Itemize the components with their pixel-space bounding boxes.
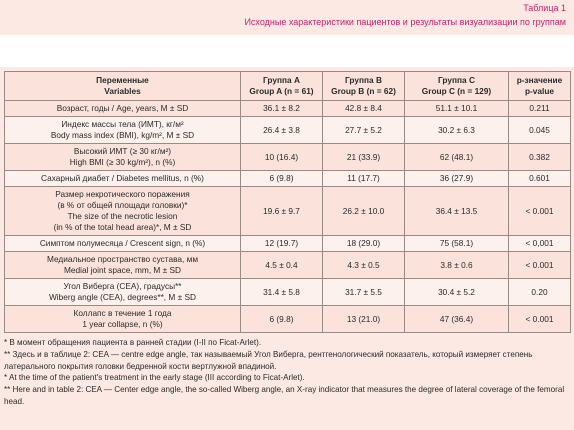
footnote: * At the time of the patient's treatment in the early stage (III according to Ficat-Arlet). [4,373,305,383]
value-group-b: 42.8 ± 8.4 [323,101,405,117]
row-label: Индекс массы тела (ИМТ), кг/м² Body mass index (BMI), kg/m², M ± SD [5,117,241,144]
row-label: Коллапс в течение 1 года 1 year collapse, n (%) [5,306,241,333]
caption-band [0,0,574,35]
table-row [5,252,571,279]
value-group-b: 13 (21.0) [323,306,405,333]
table-row [5,144,571,171]
value-group-a: 26.4 ± 3.8 [241,117,323,144]
footnote: ** Here and in table 2: CEA — Center edge angle, the so-called Wiberg angle, an X-ray indicator that measures the degree of lateral coverage of the femoral head. [4,385,565,406]
value-group-b: 21 (33.9) [323,144,405,171]
value-p: < 0.001 [509,252,571,279]
value-group-b: 11 (17.7) [323,171,405,187]
value-p: < 0.001 [509,187,571,236]
value-group-b: 4.3 ± 0.5 [323,252,405,279]
data-table [4,71,571,333]
header-variables: Переменные Variables [5,72,241,101]
value-group-c: 36 (27.9) [405,171,509,187]
value-group-c: 75 (58.1) [405,236,509,252]
row-label: Сахарный диабет / Diabetes mellitus, n (%) [5,171,241,187]
value-p: < 0.001 [509,306,571,333]
row-label: Угол Виберга (CEA), градусы** Wiberg angle (CEA), degrees**, M ± SD [5,279,241,306]
value-p: < 0,001 [509,236,571,252]
table-row [5,171,571,187]
data-table-container [4,71,570,333]
header-row [5,72,571,101]
value-p: 0.045 [509,117,571,144]
footnote: * В момент обращения пациента в ранней стадии (I-II по Ficat-Arlet). [4,338,262,347]
table-row [5,101,571,117]
value-group-c: 51.1 ± 10.1 [405,101,509,117]
header-p-value: р-значение p-value [509,72,571,101]
table-row [5,236,571,252]
value-group-c: 30.2 ± 6.3 [405,117,509,144]
value-p: 0.211 [509,101,571,117]
value-p: 0.382 [509,144,571,171]
value-group-a: 36.1 ± 8.2 [241,101,323,117]
value-group-b: 31.7 ± 5.5 [323,279,405,306]
footnotes [4,337,570,408]
row-label: Возраст, годы / Age, years, M ± SD [5,101,241,117]
value-group-c: 30.4 ± 5.2 [405,279,509,306]
value-group-c: 3.8 ± 0.6 [405,252,509,279]
row-label: Высокий ИМТ (≥ 30 кг/м²) High BMI (≥ 30 kg/m²), n (%) [5,144,241,171]
value-group-a: 4.5 ± 0.4 [241,252,323,279]
value-p: 0.601 [509,171,571,187]
value-group-a: 6 (9.8) [241,171,323,187]
value-group-c: 36.4 ± 13.5 [405,187,509,236]
table-row [5,279,571,306]
value-group-a: 10 (16.4) [241,144,323,171]
value-group-b: 26.2 ± 10.0 [323,187,405,236]
row-label: Симптом полумесяца / Crescent sign, n (%) [5,236,241,252]
value-p: 0.20 [509,279,571,306]
value-group-a: 31.4 ± 5.8 [241,279,323,306]
blank-band [0,35,574,67]
value-group-b: 18 (29.0) [323,236,405,252]
value-group-a: 19.6 ± 9.7 [241,187,323,236]
footnote: ** Здесь и в таблице 2: CEA — centre edge angle, так называемый Угол Виберга, рентгенологический показатель, который измеряет степень латерального покрытия головки бедренной кости вертлужной впадиной. [4,349,533,371]
table-row [5,306,571,333]
value-group-c: 47 (36.4) [405,306,509,333]
value-group-b: 27.7 ± 5.2 [323,117,405,144]
value-group-a: 6 (9.8) [241,306,323,333]
value-group-a: 12 (19.7) [241,236,323,252]
table-row [5,187,571,236]
header-group-b: Группа B Group B (n = 62) [323,72,405,101]
table-number: Таблица 1 [523,3,566,13]
table-row [5,117,571,144]
row-label: Размер некротического поражения (в % от общей площади головки)* The size of the necrotic lesion (in % of the total head area)*, M ± SD [5,187,241,236]
table-caption: Исходные характеристики пациентов и результаты визуализации по группам [244,17,566,27]
row-label: Медиальное пространство сустава, мм Medial joint space, mm, M ± SD [5,252,241,279]
header-group-a: Группа A Group A (n = 61) [241,72,323,101]
header-group-c: Группа C Group C (n = 129) [405,72,509,101]
table-body [5,101,571,333]
value-group-c: 62 (48.1) [405,144,509,171]
